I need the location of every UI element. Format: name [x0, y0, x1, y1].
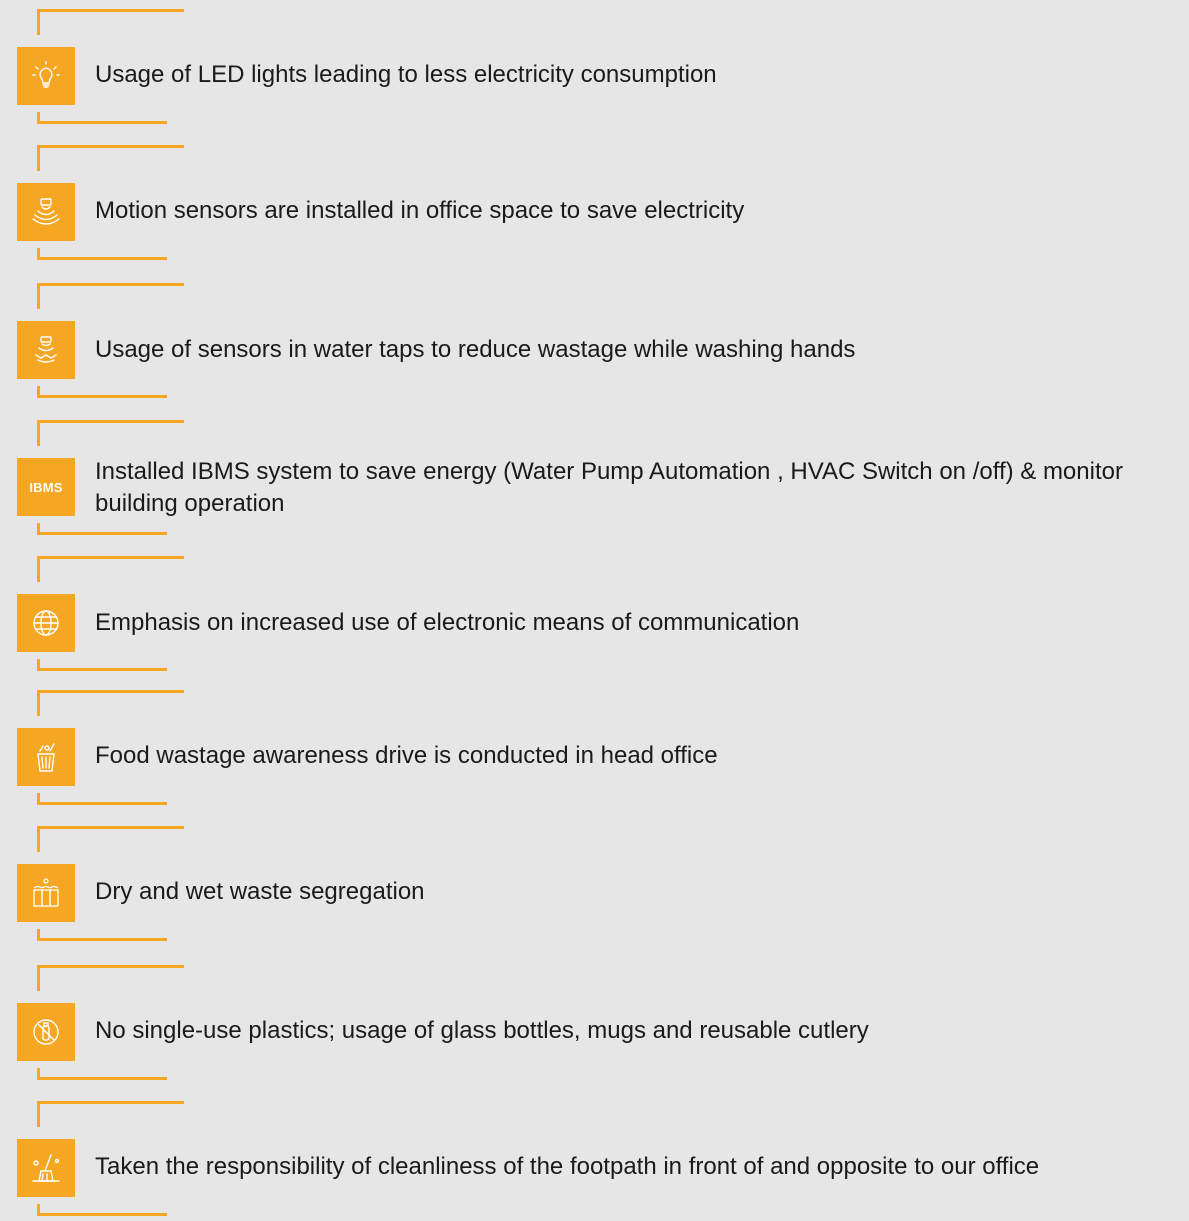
no-plastic-bottle-icon	[17, 1003, 75, 1061]
item-text: No single-use plastics; usage of glass bottles, mugs and reusable cutlery	[95, 1017, 869, 1044]
item-text: Motion sensors are installed in office space to save electricity	[95, 197, 745, 224]
bracket-top	[37, 283, 184, 309]
bracket-bottom	[37, 112, 167, 124]
list-item-food-wastage	[0, 690, 1189, 810]
bracket-top	[37, 145, 184, 171]
item-text: Dry and wet waste segregation	[95, 878, 425, 905]
bracket-top	[37, 965, 184, 991]
bracket-bottom	[37, 1068, 167, 1080]
item-text: Usage of LED lights leading to less electricity consumption	[95, 61, 717, 88]
list-item-motion-sensors	[0, 145, 1189, 265]
list-item-electronic-communication	[0, 556, 1189, 676]
item-text: Taken the responsibility of cleanliness of the footpath in front of and opposite to our office	[95, 1153, 1040, 1180]
list-item-tap-sensors	[0, 283, 1189, 403]
bracket-top	[37, 826, 184, 852]
lightbulb-icon	[17, 47, 75, 105]
globe-icon	[17, 594, 75, 652]
list-item-ibms	[0, 420, 1189, 540]
bracket-bottom	[37, 929, 167, 941]
bracket-bottom	[37, 1204, 167, 1216]
bracket-top	[37, 9, 184, 35]
motion-sensor-icon	[17, 183, 75, 241]
bracket-top	[37, 690, 184, 716]
item-text: Food wastage awareness drive is conducted in head office	[95, 742, 718, 769]
list-item-led-lights	[0, 9, 1189, 129]
bracket-bottom	[37, 523, 167, 535]
list-item-footpath-cleanliness	[0, 1101, 1189, 1221]
ibms-icon	[17, 458, 75, 516]
bracket-bottom	[37, 386, 167, 398]
list-item-no-plastics	[0, 965, 1189, 1085]
cleaning-broom-icon	[17, 1139, 75, 1197]
bracket-top	[37, 1101, 184, 1127]
list-item-waste-segregation	[0, 826, 1189, 946]
item-text: Installed IBMS system to save energy (Water Pump Automation , HVAC Switch on /off) & monitor building operation	[95, 458, 1123, 517]
bracket-top	[37, 556, 184, 582]
ibms-icon-label: IBMS	[29, 479, 63, 495]
waste-bins-icon	[17, 864, 75, 922]
tap-sensor-icon	[17, 321, 75, 379]
bracket-bottom	[37, 248, 167, 260]
bracket-bottom	[37, 793, 167, 805]
food-waste-bin-icon	[17, 728, 75, 786]
item-text: Emphasis on increased use of electronic means of communication	[95, 609, 800, 636]
bracket-top	[37, 420, 184, 446]
item-text: Usage of sensors in water taps to reduce wastage while washing hands	[95, 336, 856, 363]
bracket-bottom	[37, 659, 167, 671]
